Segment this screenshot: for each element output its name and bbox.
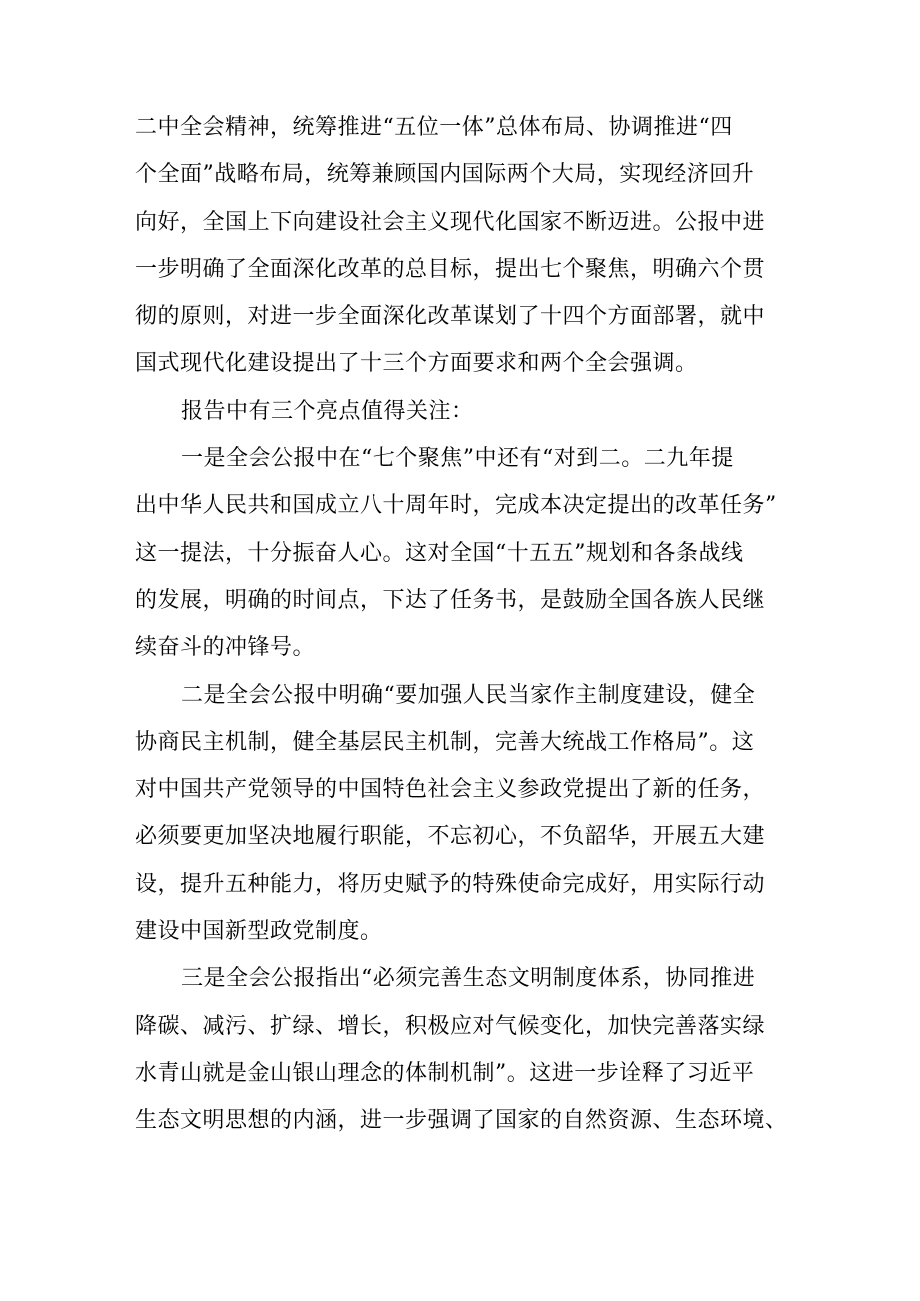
text-line: 向好，全国上下向建设社会主义现代化国家不断迈进。公报中进 <box>135 209 766 235</box>
text-line: 生态文明思想的内涵，进一步强调了国家的自然资源、生态环境、 <box>135 1108 788 1134</box>
text-line: 协商民主机制，健全基层民主机制，完善大统战工作格局”。这 <box>135 729 755 755</box>
document-body <box>135 104 788 1145</box>
text-line: 出中华人民共和国成立八十周年时，完成本决定提出的改革任务” <box>135 493 777 519</box>
text-line: 二中全会精神，统筹推进“五位一体”总体布局、协调推进“四 <box>135 115 733 140</box>
text-line: 续奋斗的冲锋号。 <box>135 635 316 661</box>
text-line: 降碳、减污、扩绿、增长，积极应对气候变化，加快完善落实绿 <box>135 1013 766 1039</box>
text-line: 二是全会公报中明确“要加强人民当家作主制度建设，健全 <box>181 682 756 708</box>
text-line: 建设中国新型政党制度。 <box>135 919 383 945</box>
text-line: 个全面”战略布局，统筹兼顾国内国际两个大局，实现经济回升 <box>135 162 755 188</box>
text-line: 一步明确了全面深化改革的总目标，提出七个聚焦，明确六个贯 <box>135 256 766 282</box>
paragraph-continuation <box>135 104 785 388</box>
text-line: 一是全会公报中在“七个聚焦”中还有“对到二。二九年提 <box>181 446 734 472</box>
paragraph-point-three <box>135 955 788 1144</box>
text-line: 这一提法，十分振奋人心。这对全国“十五五”规划和各条战线 <box>135 540 744 566</box>
text-line: 对中国共产党领导的中国特色社会主义参政党提出了新的任务， <box>135 777 766 803</box>
text-line: 水青山就是金山银山理念的体制机制”。这进一步诠释了习近平 <box>135 1060 755 1086</box>
text-line: 三是全会公报指出“必须完善生态文明制度体系，协同推进 <box>181 966 756 992</box>
text-line: 设，提升五种能力，将历史赋予的特殊使命完成好，用实际行动 <box>135 871 766 897</box>
text-line: 彻的原则，对进一步全面深化改革谋划了十四个方面部署，就中 <box>135 304 766 330</box>
paragraph-highlights-intro <box>135 388 785 435</box>
paragraph-point-one <box>135 435 785 671</box>
text-line: 国式现代化建设提出了十三个方面要求和两个全会强调。 <box>135 351 698 377</box>
text-line: 的发展，明确的时间点，下达了任务书，是鼓励全国各族人民继 <box>135 587 766 613</box>
text-line: 报告中有三个亮点值得关注： <box>181 398 474 424</box>
text-line: 必须要更加坚决地履行职能，不忘初心，不负韶华，开展五大建 <box>135 824 766 850</box>
paragraph-point-two <box>135 672 785 956</box>
